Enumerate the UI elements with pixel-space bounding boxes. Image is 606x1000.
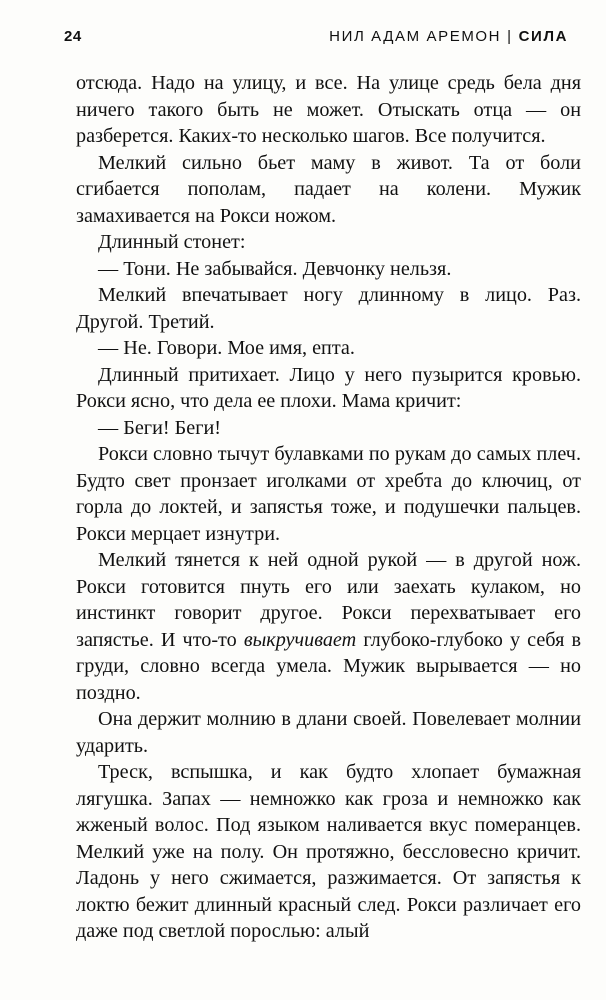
paragraph-12: Треск, вспышка, и как будто хлопает бумажная лягушка. Запах — немножко как гроза и немножко как жженый волос. Под языком наливается вкус померанцев. Мелкий уже на полу. Он протяжно, бессловесно кричит. Ладонь у него сжимается, разжимается. От запястья к локтю бежит длинный красный след. Рокси различает его даже под светлой порослью: алый (76, 761, 581, 942)
paragraph-11: Она держит молнию в длани своей. Повелевает молнии ударить. (76, 708, 581, 757)
header-author: НИЛ АДАМ АРЕМОН (329, 28, 502, 45)
body-text (76, 70, 581, 945)
paragraph-10 (76, 547, 581, 706)
paragraph-1: отсюда. Надо на улицу, и все. На улице средь бела дня ничего такого быть не может. Отыскать отца — он разберется. Каких-то несколько шагов. Все получится. (76, 72, 581, 147)
paragraph-6: — Не. Говори. Мое имя, епта. (98, 337, 355, 359)
paragraph-9: Рокси словно тычут булавками по рукам до самых плеч. Будто свет пронзает иголками от хребта до ключиц, от горла до локтей, и запястья тоже, и подушечки пальцев. Рокси мерцает изнутри. (76, 443, 581, 545)
paragraph-10-start: Мелкий тянется к ней одной рукой — в другой нож. Рокси готовится пнуть его или заехать кулаком, но инстинкт говорит другое. Рокси перехватывает его запястье. И что-то (76, 549, 581, 651)
paragraph-8: — Беги! Беги! (98, 416, 221, 439)
header-book-title: СИЛА (518, 28, 568, 45)
paragraph-4: — Тони. Не забывайся. Девчонку нельзя. (98, 257, 452, 280)
header-separator: | (507, 28, 513, 45)
running-header (64, 28, 568, 50)
paragraph-10-end: глубоко-глубоко у себя в груди, словно всегда умела. Мужик вырывается — но поздно. (76, 628, 581, 704)
paragraph-7: Длинный притихает. Лицо у него пузырится кровью. Рокси ясно, что дела ее плохи. Мама кричит: (76, 363, 581, 412)
paragraph-3: Длинный стонет: (98, 231, 246, 253)
paragraph-5: Мелкий впечатывает ногу длинному в лицо. Раз. Другой. Третий. (76, 284, 581, 333)
page-number: 24 (64, 28, 82, 45)
paragraph-2: Мелкий сильно бьет маму в живот. Та от боли сгибается пополам, падает на колени. Мужик замахивается на Рокси ножом. (76, 151, 581, 227)
paragraph-10-italic: выкручивает (243, 628, 357, 651)
header-book-info (329, 28, 568, 45)
